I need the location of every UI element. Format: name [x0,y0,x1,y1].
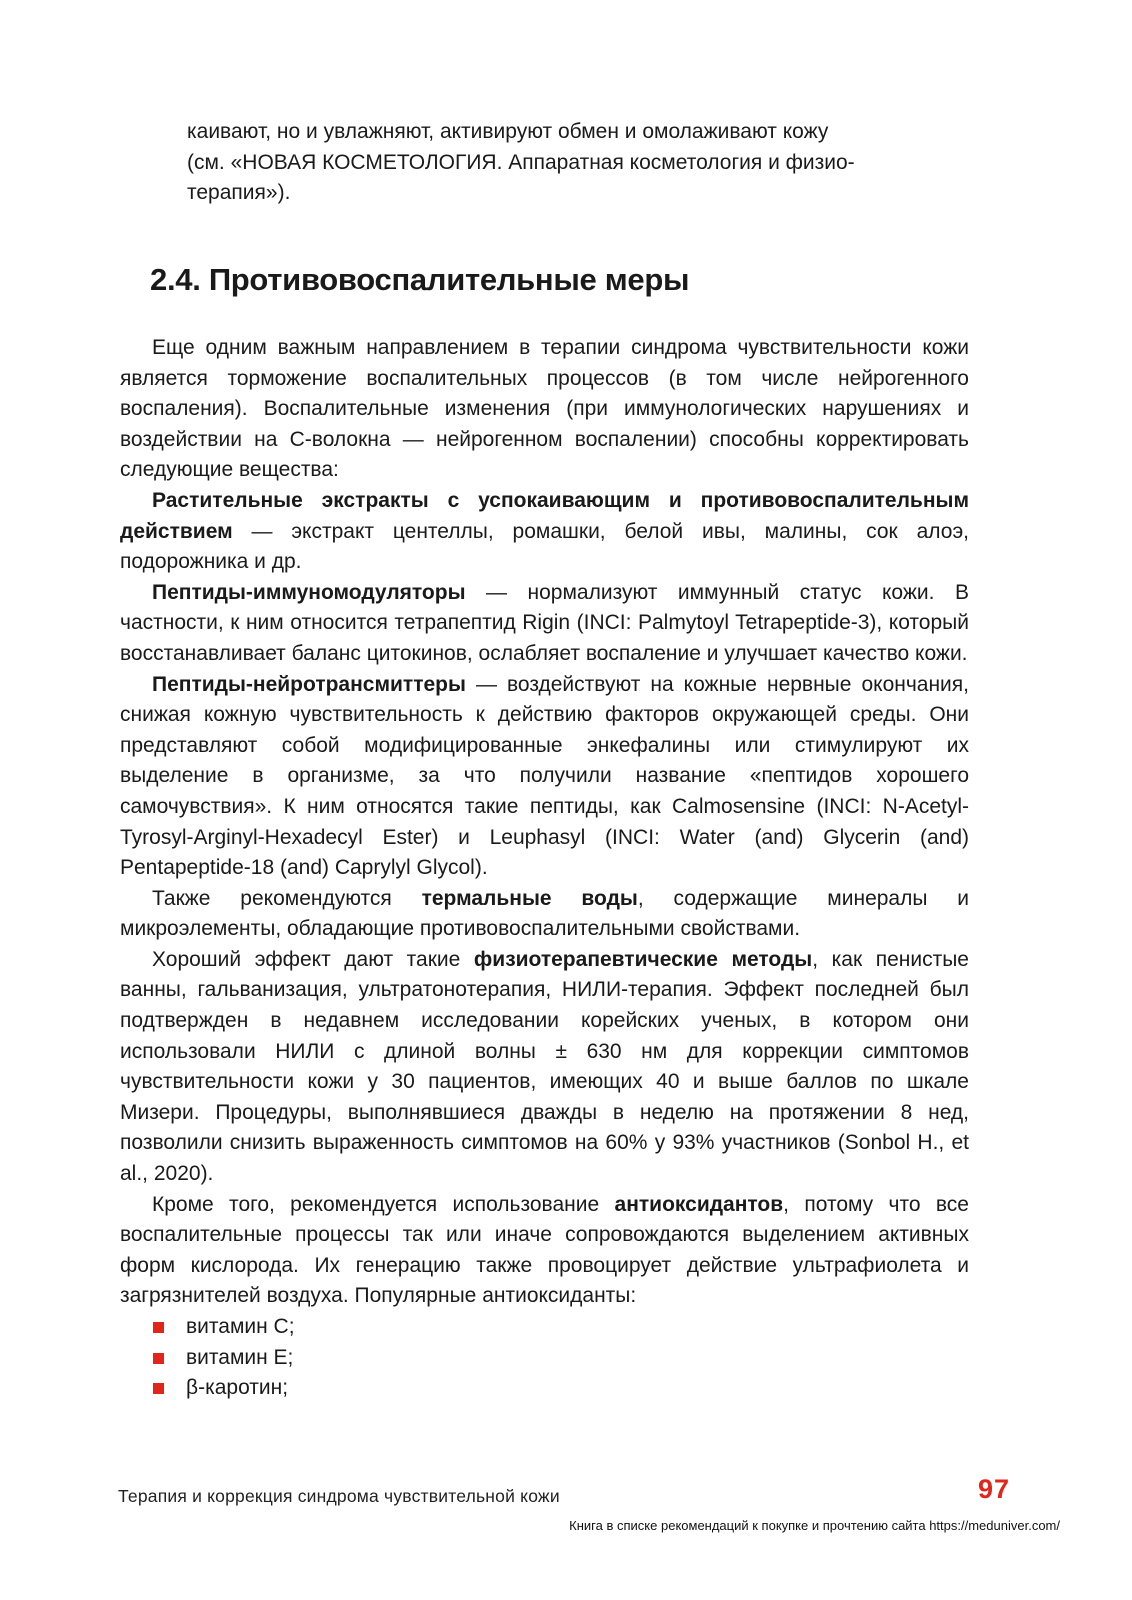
continued-line: каивают, но и увлажняют, активируют обмен и омолаживают кожу [187,120,829,143]
paragraph-text: Хороший эффект дают такие [152,947,474,971]
paragraph [120,884,969,945]
section-body [120,333,969,1404]
list-item-text: β-каротин; [186,1376,289,1400]
paragraph [120,670,969,884]
paragraph [120,486,969,578]
square-bullet-icon [153,1353,164,1364]
paragraph-text: — нормализуют иммунный статус кожи. В частности, к ним относится тетрапептид Rigin (INCI: Palmytoyl Tetrapeptide-3), который восстанавливает баланс цитокинов, ослабляет воспаление и улучшает качество кожи. [120,580,969,665]
paragraph-text: , потому что все воспалительные процессы так или иначе сопровождаются выделением активных форм кислорода. Их генерацию также провоцирует действие ультрафиолета и загрязнителей воздуха. Популярные антиоксиданты: [120,1192,969,1308]
square-bullet-icon [153,1383,164,1394]
section-heading: 2.4. Противовоспалительные меры [150,262,690,297]
paragraph-text: — экстракт центеллы, ромашки, белой ивы, малины, сок алоэ, подорожника и др. [120,519,969,574]
bold-term: физиотерапевтические методы [473,947,813,971]
site-watermark: Книга в списке рекомендаций к покупке и прочтению сайта https://meduniver.com/ [569,1518,1060,1533]
bold-term: антиоксидантов [614,1192,784,1216]
paragraph [120,1190,969,1312]
paragraph-text: Кроме того, рекомендуется использование [152,1192,615,1216]
square-bullet-icon [153,1322,164,1333]
page-number: 97 [977,1474,1010,1504]
paragraph-text: — воздействуют на кожные нервные окончания, снижая кожную чувствительность к действию факторов окружающей среды. Они представляют собой модифицированные энкефалины или стимулируют их выделение в организме, за что получили название «пептидов хорошего самочувствия». К ним относятся такие пептиды, как Calmosensine (INCI: N-Acetyl-Tyrosyl-Arginyl-Hexadecyl Ester) и Leuphasyl (INCI: Water (and) Glycerin (and) Pentapeptide-18 (and) Caprylyl Glycol). [120,672,969,880]
paragraph [120,578,969,670]
antioxidant-list [120,1312,969,1404]
paragraph-text: , содержащие минералы и микроэлементы, обладающие противовоспалительными свойствами. [120,886,970,941]
paragraph-text: Также рекомендуются [152,886,422,910]
bold-term: термальные воды [421,886,638,910]
list-item-text: витамин Е; [186,1345,294,1369]
list-item-text: витамин С; [186,1315,295,1338]
running-footer-title: Терапия и коррекция синдрома чувствительной кожи [118,1486,560,1506]
continued-line: (см. «НОВАЯ КОСМЕТОЛОГИЯ. Аппаратная косметология и физио- [187,150,855,174]
list-item [120,1343,969,1374]
bold-term: Растительные экстракты с успокаивающим и противовоспалительным действием [120,488,969,543]
continued-paragraph [187,117,969,209]
paragraph: Еще одним важным направлением в терапии синдрома чувствительности кожи является торможение воспалительных процессов (в том числе нейрогенного воспаления). Воспалительные изменения (при иммунологических нарушениях и воздействии на С-волокна — нейрогенном воспалении) способны корректировать следующие вещества: [120,336,969,482]
paragraph-text: , как пенистые ванны, гальванизация, ультратонотерапия, НИЛИ-терапия. Эффект последней был подтвержден в недавнем исследовании корейских ученых, в котором они использовали НИЛИ с длиной волны ± 630 нм для коррекции симптомов чувствительности кожи у 30 пациентов, имеющих 40 и выше баллов по шкале Мизери. Процедуры, выполнявшиеся дважды в неделю на протяжении 8 нед, позволили снизить выраженность симптомов на 60% у 93% участников (Sonbol H., et al., 2020). [120,947,969,1186]
list-item [120,1373,969,1404]
list-item [120,1312,969,1343]
bold-term: Пептиды-иммуномодуляторы [152,580,466,604]
paragraph [120,945,969,1190]
bold-term: Пептиды-нейротрансмиттеры [152,672,466,696]
continued-line: терапия»). [187,181,291,204]
